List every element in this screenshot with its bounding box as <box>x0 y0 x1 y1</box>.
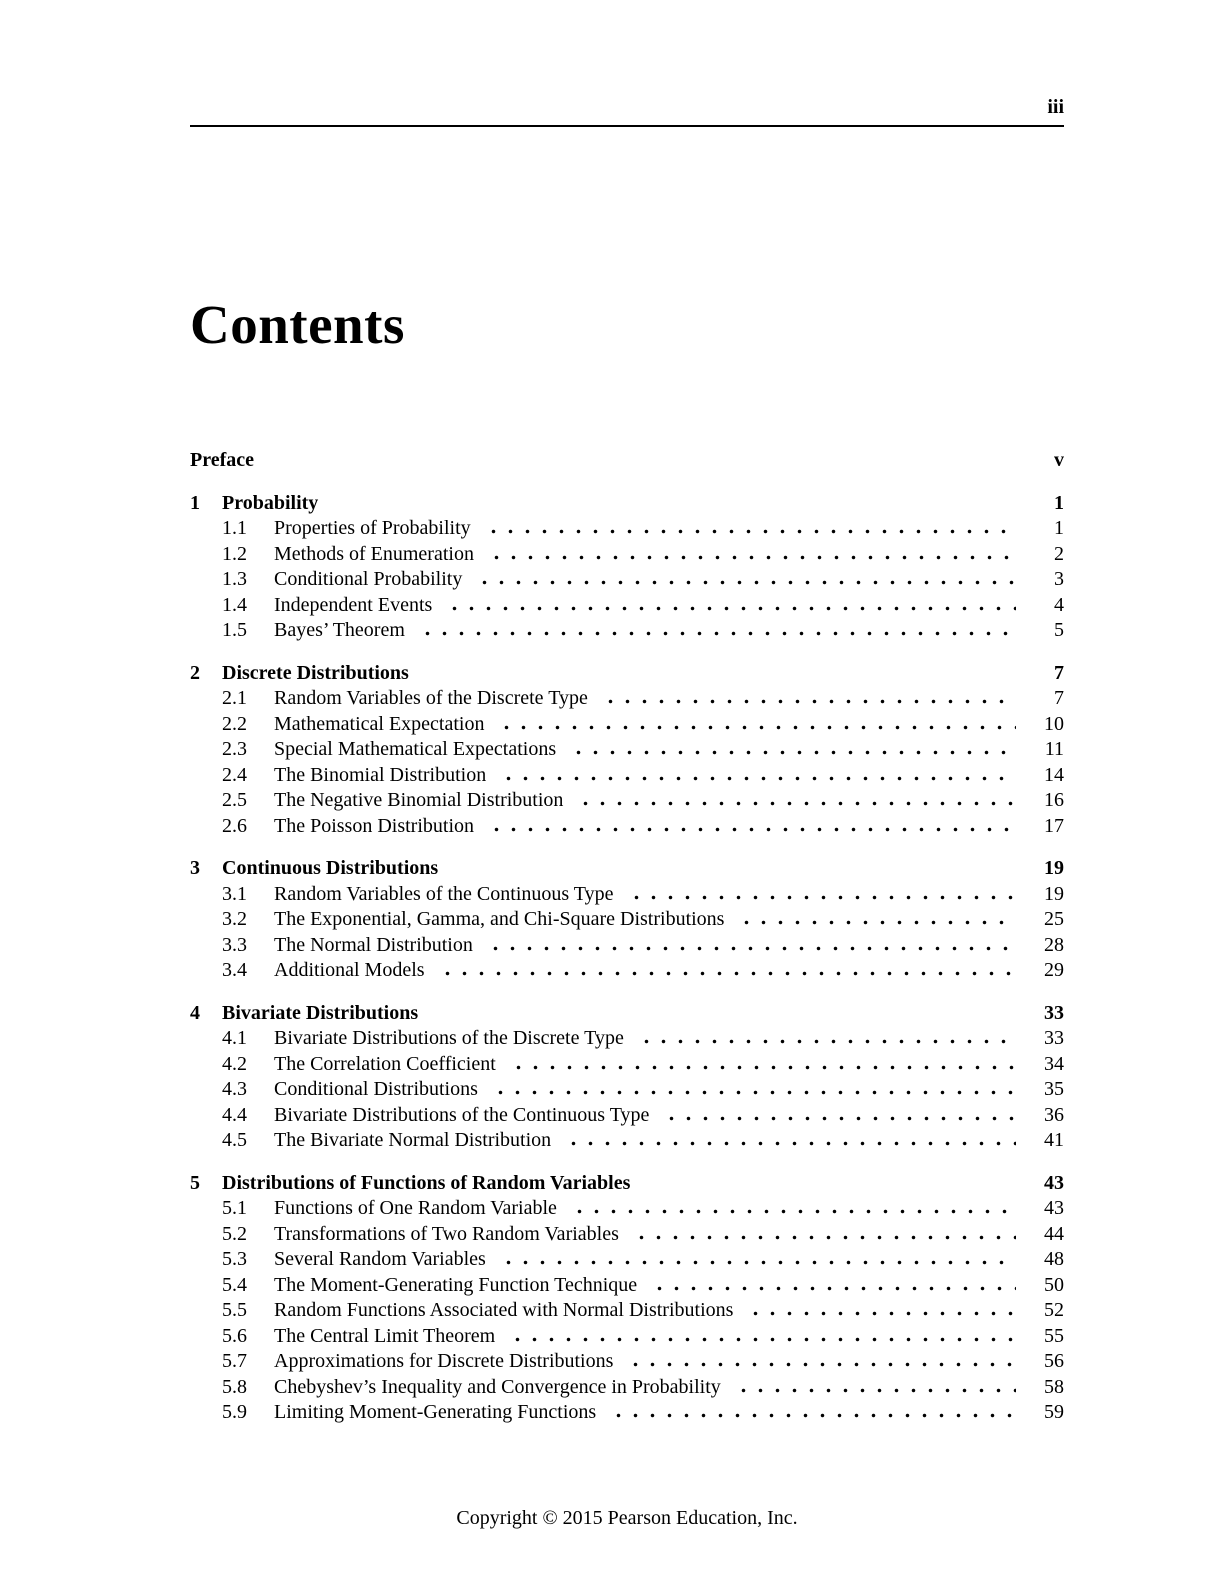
spacer <box>417 674 1016 679</box>
toc-section-number: 5.8 <box>222 1375 247 1398</box>
toc-entry-page: 28 <box>1044 933 1064 956</box>
toc-section-number: 4.5 <box>222 1129 247 1151</box>
dot-leader <box>564 750 1016 755</box>
toc-chapter-title: Bivariate Distributions <box>222 1001 419 1024</box>
toc-section-number: 1.3 <box>222 568 247 590</box>
toc-entry-section[interactable] <box>190 1247 1064 1273</box>
toc-entry-page: 7 <box>1054 661 1064 684</box>
toc-entry-page: 1 <box>1054 491 1064 514</box>
toc-entry-section[interactable] <box>190 788 1064 814</box>
dot-leader <box>433 971 1016 976</box>
dot-leader <box>565 1209 1016 1214</box>
toc-chapter-title: Discrete Distributions <box>222 661 409 684</box>
toc-section-title: Limiting Moment-Generating Functions <box>274 1401 597 1423</box>
toc-section-number: 2.2 <box>222 712 247 735</box>
dot-leader <box>741 1311 1016 1316</box>
toc-entry-page: 29 <box>1044 959 1064 981</box>
toc-chapter-number: 3 <box>190 857 200 879</box>
dot-leader <box>632 1039 1016 1044</box>
toc-entry-page: 34 <box>1044 1052 1064 1075</box>
toc-section-number: 2.6 <box>222 814 247 837</box>
toc-section-title: Random Variables of the Continuous Type <box>274 882 614 905</box>
toc-entry-section[interactable] <box>190 737 1064 763</box>
toc-section-title: The Bivariate Normal Distribution <box>274 1129 552 1151</box>
toc-entry-section[interactable] <box>190 1103 1064 1129</box>
toc-section-number: 1.1 <box>222 517 247 539</box>
toc-entry-page: 5 <box>1054 619 1064 641</box>
toc-section-title: The Moment-Generating Function Technique <box>274 1273 638 1296</box>
dot-leader <box>440 606 1016 611</box>
toc-section-title: Conditional Probability <box>274 568 463 590</box>
dot-leader <box>559 1141 1016 1146</box>
toc-entry-section[interactable] <box>190 1375 1064 1401</box>
toc-entry-page: 11 <box>1044 738 1064 760</box>
toc-entry-section[interactable] <box>190 814 1064 840</box>
toc-entry-page: 48 <box>1044 1248 1064 1270</box>
toc-entry-page: 19 <box>1044 857 1064 879</box>
toc-section-title: Independent Events <box>274 593 433 616</box>
toc-chapter-number: 1 <box>190 491 200 514</box>
toc-entry-page: 7 <box>1054 687 1064 709</box>
dot-leader <box>492 725 1016 730</box>
toc-section-number: 5.7 <box>222 1350 247 1372</box>
toc-section-title: Properties of Probability <box>274 517 471 539</box>
toc-section-title: Bivariate Distributions of the Discrete Type <box>274 1027 624 1049</box>
dot-leader <box>571 801 1016 806</box>
spacer <box>326 504 1016 509</box>
toc-entry-section[interactable] <box>190 1196 1064 1222</box>
toc-entry-chapter[interactable] <box>190 661 1064 687</box>
toc-entry-section[interactable] <box>190 712 1064 738</box>
toc-section-number: 2.5 <box>222 789 247 811</box>
toc-entry-section[interactable] <box>190 1273 1064 1299</box>
toc-entry-page: 33 <box>1044 1001 1064 1024</box>
toc-section-number: 4.2 <box>222 1052 247 1075</box>
toc-section-number: 3.1 <box>222 882 247 905</box>
toc-entry-page: 55 <box>1044 1324 1064 1347</box>
toc-section-title: The Negative Binomial Distribution <box>274 789 564 811</box>
toc-chapter-group <box>190 856 1064 984</box>
toc-entry-section[interactable] <box>190 618 1064 644</box>
toc-entry-section[interactable] <box>190 1128 1064 1154</box>
toc-entry-page: 25 <box>1044 908 1064 930</box>
toc-entry-page: 43 <box>1044 1197 1064 1219</box>
toc-entry-page: 59 <box>1044 1401 1064 1423</box>
toc-entry-section[interactable] <box>190 1298 1064 1324</box>
toc-section-title: The Correlation Coefficient <box>274 1052 496 1075</box>
toc-entry-section[interactable] <box>190 1222 1064 1248</box>
toc-section-title: Bayes’ Theorem <box>274 619 405 641</box>
toc-section-number: 1.4 <box>222 593 247 616</box>
toc-section-number: 1.2 <box>222 542 247 565</box>
toc-entry-section[interactable] <box>190 593 1064 619</box>
toc-entry-section[interactable] <box>190 542 1064 568</box>
toc-section-number: 2.3 <box>222 738 247 760</box>
toc-entry-section[interactable] <box>190 1349 1064 1375</box>
dot-leader <box>470 580 1016 585</box>
dot-leader <box>494 1260 1016 1265</box>
toc-chapter-group <box>190 661 1064 840</box>
toc-entry-page: 10 <box>1044 712 1064 735</box>
toc-entry-page: 41 <box>1044 1129 1064 1151</box>
toc-section-number: 5.2 <box>222 1222 247 1245</box>
toc-section-number: 5.4 <box>222 1273 247 1296</box>
toc-section-title: The Normal Distribution <box>274 933 473 956</box>
toc-section-title: Approximations for Discrete Distributions <box>274 1350 614 1372</box>
toc-section-title: The Central Limit Theorem <box>274 1324 496 1347</box>
toc-section-title: The Binomial Distribution <box>274 763 487 786</box>
toc-entry-section[interactable] <box>190 686 1064 712</box>
toc-entry-section[interactable] <box>190 958 1064 984</box>
dot-leader <box>486 1090 1016 1095</box>
toc-section-number: 3.3 <box>222 933 247 956</box>
toc-entry-page: 4 <box>1054 593 1064 616</box>
table-of-contents <box>190 448 1064 1426</box>
toc-chapter-number: 4 <box>190 1001 200 1024</box>
spacer <box>426 1014 1016 1019</box>
toc-chapter-number: 2 <box>190 661 200 684</box>
toc-entry-page: 50 <box>1044 1273 1064 1296</box>
toc-entry-page: 44 <box>1044 1222 1064 1245</box>
toc-entry-chapter[interactable] <box>190 1171 1064 1197</box>
toc-entry-section[interactable] <box>190 1077 1064 1103</box>
toc-section-number: 5.9 <box>222 1401 247 1423</box>
page-title: Contents <box>190 294 405 355</box>
toc-chapter-list <box>190 491 1064 1426</box>
dot-leader <box>494 776 1016 781</box>
toc-section-number: 1.5 <box>222 619 247 641</box>
dot-leader <box>627 1235 1016 1240</box>
toc-section-title: Additional Models <box>274 959 425 981</box>
toc-entry-page: 1 <box>1054 517 1064 539</box>
dot-leader <box>504 1065 1016 1070</box>
toc-chapter-title: Probability <box>222 491 319 514</box>
toc-entry-page: 36 <box>1044 1103 1064 1126</box>
toc-section-number: 4.3 <box>222 1078 247 1100</box>
toc-section-title: Special Mathematical Expectations <box>274 738 557 760</box>
toc-entry-page: 16 <box>1044 789 1064 811</box>
toc-entry-page: 3 <box>1054 568 1064 590</box>
toc-section-title: Chebyshev’s Inequality and Convergence in Probability <box>274 1375 721 1398</box>
dot-leader <box>503 1337 1016 1342</box>
toc-entry-page: 58 <box>1044 1375 1064 1398</box>
dot-leader <box>413 631 1016 636</box>
toc-entry-section[interactable] <box>190 516 1064 542</box>
toc-section-title: Random Variables of the Discrete Type <box>274 687 588 709</box>
toc-section-number: 3.4 <box>222 959 247 981</box>
dot-leader <box>596 699 1016 704</box>
toc-entry-chapter[interactable] <box>190 491 1064 517</box>
toc-entry-section[interactable] <box>190 1052 1064 1078</box>
toc-entry-page: 43 <box>1044 1171 1064 1194</box>
dot-leader <box>729 1388 1016 1393</box>
toc-section-number: 5.5 <box>222 1299 247 1321</box>
toc-entry-page: 52 <box>1044 1299 1064 1321</box>
dot-leader <box>481 946 1016 951</box>
toc-entry-section[interactable] <box>190 567 1064 593</box>
toc-entry-page: 19 <box>1044 882 1064 905</box>
toc-section-number: 5.3 <box>222 1248 247 1270</box>
dot-leader <box>732 920 1016 925</box>
toc-entry-page: 35 <box>1044 1078 1064 1100</box>
dot-leader <box>479 529 1016 534</box>
toc-section-number: 2.4 <box>222 763 247 786</box>
page-footer: Copyright © 2015 Pearson Education, Inc. <box>456 1507 798 1529</box>
toc-entry-page: 14 <box>1044 763 1064 786</box>
toc-content <box>190 0 1064 1426</box>
toc-entry-section[interactable] <box>190 1400 1064 1426</box>
toc-entry-chapter[interactable] <box>190 856 1064 882</box>
dot-leader <box>482 827 1016 832</box>
spacer <box>262 461 1016 466</box>
toc-section-title: Functions of One Random Variable <box>274 1197 557 1219</box>
spacer <box>638 1184 1016 1189</box>
toc-entry-section[interactable] <box>190 907 1064 933</box>
toc-chapter-group <box>190 1171 1064 1426</box>
toc-chapter-number: 5 <box>190 1171 200 1194</box>
spacer <box>446 869 1016 874</box>
toc-section-title: Bivariate Distributions of the Continuous Type <box>274 1103 650 1126</box>
dot-leader <box>482 555 1016 560</box>
toc-section-title: The Poisson Distribution <box>274 814 475 837</box>
toc-entry-page: 17 <box>1044 814 1064 837</box>
toc-chapter-title: Distributions of Functions of Random Variables <box>222 1171 631 1194</box>
dot-leader <box>622 895 1017 900</box>
toc-section-number: 5.1 <box>222 1197 247 1219</box>
toc-section-title: Mathematical Expectation <box>274 712 485 735</box>
toc-entry-page: 33 <box>1044 1027 1064 1049</box>
toc-section-title: Methods of Enumeration <box>274 542 474 565</box>
toc-section-title: Several Random Variables <box>274 1248 486 1270</box>
toc-chapter-title: Continuous Distributions <box>222 857 439 879</box>
toc-entry-chapter[interactable] <box>190 1001 1064 1027</box>
dot-leader <box>621 1362 1016 1367</box>
dot-leader <box>604 1413 1016 1418</box>
toc-entry-preface[interactable] <box>190 448 1064 474</box>
toc-chapter-group <box>190 491 1064 644</box>
toc-entry-page: v <box>1054 449 1064 471</box>
toc-section-title: Conditional Distributions <box>274 1078 478 1100</box>
toc-entry-title: Preface <box>190 449 255 471</box>
toc-section-title: The Exponential, Gamma, and Chi-Square Distributions <box>274 908 725 930</box>
toc-section-number: 4.1 <box>222 1027 247 1049</box>
toc-section-number: 2.1 <box>222 687 247 709</box>
toc-chapter-group <box>190 1001 1064 1154</box>
toc-entry-section[interactable] <box>190 1026 1064 1052</box>
toc-section-number: 4.4 <box>222 1103 247 1126</box>
toc-section-title: Transformations of Two Random Variables <box>274 1222 619 1245</box>
toc-entry-page: 2 <box>1054 542 1064 565</box>
toc-entry-section[interactable] <box>190 933 1064 959</box>
page-number-folio: iii <box>1047 96 1064 118</box>
toc-entry-section[interactable] <box>190 882 1064 908</box>
dot-leader <box>645 1286 1016 1291</box>
dot-leader <box>657 1116 1016 1121</box>
toc-entry-section[interactable] <box>190 763 1064 789</box>
toc-entry-page: 56 <box>1044 1350 1064 1372</box>
toc-section-number: 5.6 <box>222 1324 247 1347</box>
toc-section-title: Random Functions Associated with Normal Distributions <box>274 1299 734 1321</box>
toc-entry-section[interactable] <box>190 1324 1064 1350</box>
toc-section-number: 3.2 <box>222 908 247 930</box>
